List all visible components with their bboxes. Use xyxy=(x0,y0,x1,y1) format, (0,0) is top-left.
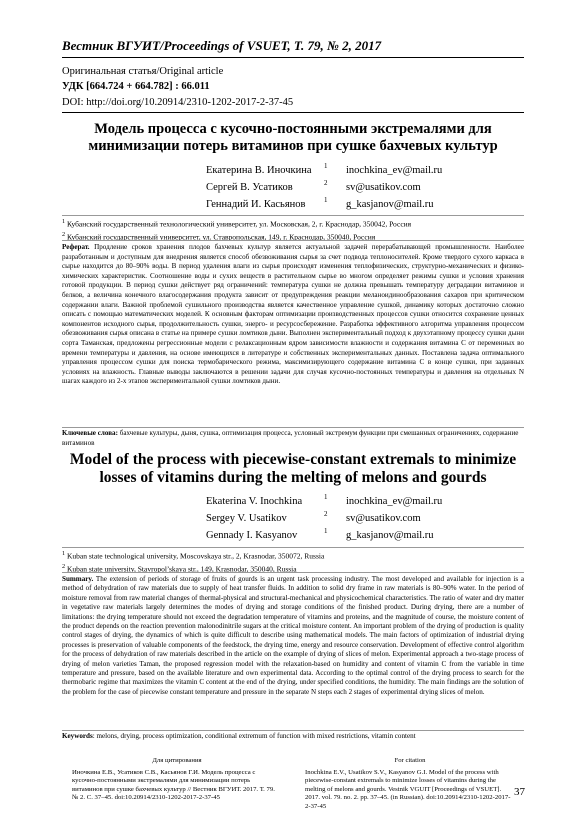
keywords-ru xyxy=(62,429,524,448)
author-name: Сергей В. Усатиков xyxy=(206,182,293,193)
affiliation-mark: 1 xyxy=(324,493,328,501)
affiliation-mark: 1 xyxy=(324,162,328,170)
author-name: Геннадий И. Касьянов xyxy=(206,199,306,210)
abstract-label: Summary. xyxy=(62,575,94,583)
affiliation-mark: 2 xyxy=(324,179,328,187)
abstract-label: Реферат. xyxy=(62,243,90,251)
divider xyxy=(62,547,524,548)
keywords-en xyxy=(62,732,524,742)
author-row xyxy=(206,162,506,183)
author-row xyxy=(206,510,506,531)
divider xyxy=(62,240,524,241)
affiliation-mark: 1 xyxy=(324,196,328,204)
article-title-en: Model of the process with piecewise-constant extremals to minimize losses of vitamins during the melting of melons and gourds xyxy=(69,451,517,486)
affiliation-text: Кубанский государственный технологический университет, ул. Московская, 2, г. Краснодар, 350042, Россия xyxy=(67,219,412,229)
author-name: Gennady I. Kasyanov xyxy=(206,530,298,541)
affiliation-mark: 2 xyxy=(62,230,66,238)
journal-header: Вестник ВГУИТ/Proceedings of VSUET, Т. 79, № 2, 2017 xyxy=(62,38,382,53)
page-number: 37 xyxy=(514,786,525,798)
author-email[interactable]: inochkina_ev@mail.ru xyxy=(346,165,443,176)
author-email[interactable]: inochkina_ev@mail.ru xyxy=(346,496,443,507)
keywords-text: : melons, drying, process optimization, conditional extremum of function with mixed restrictions, vitamin content xyxy=(92,732,416,740)
citation-text: Inochkina E.V., Usatikov S.V., Kasyanov G.I. Model of the process with piecewise-constant extremals to minimize losses of vitamins during the melting of melons and gourds. Vestnik VGUIT [Proceedings of VSUET]. 2017. vol. 79. no. 2. pp. 37–45. (in Russian). doi:10.20914/2310-1202-2017-2-37-45 xyxy=(305,768,511,810)
author-row xyxy=(206,493,506,514)
divider xyxy=(62,215,524,216)
udc-code: УДК [664.724 + 664.782] : 66.011 xyxy=(62,81,210,92)
author-name: Sergey V. Usatikov xyxy=(206,513,287,524)
author-email[interactable]: g_kasjanov@mail.ru xyxy=(346,530,434,541)
abstract-ru xyxy=(62,243,524,387)
affiliation-line xyxy=(62,549,524,562)
keywords-label: Keywords xyxy=(62,732,93,740)
citation-en xyxy=(305,757,515,812)
author-row xyxy=(206,179,506,200)
author-name: Екатерина В. Иночкина xyxy=(206,165,312,176)
citation-ru xyxy=(72,757,282,803)
divider xyxy=(62,112,524,113)
abstract-en xyxy=(62,575,524,697)
affiliation-mark: 2 xyxy=(324,510,328,518)
abstract-text: Продление сроков хранения плодов бахчевых культур является актуальной задачей перерабатывающей промышленности. Наиболее разработанным и доступным для внедрения является способ обезвоживания сырья за счет подвода теплоносителей. Кроме твердого сухого каркаса в сырье находится до 80–90% воды. В период удаления влаги из сырья происходят изменения теплофизических, структурно-механических и физико-химических характеристик. Соотношение воды и сухих веществ в растительном сырье во многом определяет режимы сушки и условия хранения готовой продукции. В период сушки действует ряд ограничений: температура сушки не должна превышать температуру деградации витаминов и белков, а величина конечного влагосодержания продукта зависит от предупреждения реакции меланоидинообразования сахаров при критическом содержании влаги. Важной проблемой сушильного производства является качественное управление сушкой, динамику которых достаточно сложно описать с помощью математических моделей. К основным факторам оптимизации производственных процессов сушки относится сохранение ценных компонентов исходного сырья, продолжительность сушки, энерго- и ресурсосбережение. Разработка эффективного алгоритма управления процессом обезвоживания сырья описана в статье на примере сушки ломтиков дыни. Выполнен экспериментальный подход к двухэтапному процессу сушки дыни сорта Таманская, предложены регрессионные модели с релаксационным ядром зависимости влажности и содержания витамина С от переменных во времени температуры и давления, на основе имеющихся в литературе и собственных экспериментальных данных. Поставлена задача оптимального управления процессом сушки для поиска термобарического режима, максимизирующего содержание витамина С в конце сушки, при заданных условиях на влажность. Главные выводы заключаются в решении задачи для случая кусочно-постоянных температуры и давления на отдельных N шагах каждого из 2-х этапов экспериментальной сушки ломтиков дыни. xyxy=(62,243,524,386)
author-row xyxy=(206,527,506,548)
citation-heading: For citation xyxy=(394,757,426,764)
author-email[interactable]: g_kasjanov@mail.ru xyxy=(346,199,434,210)
affiliation-mark: 1 xyxy=(62,550,66,557)
author-email[interactable]: sv@usatikov.com xyxy=(346,182,421,193)
divider xyxy=(62,427,524,428)
citation-heading: Для цитирования xyxy=(152,757,202,764)
affiliation-text: Кубанский государственный университет, ул. Ставропольская, 149, г. Краснодар, 350040, Россия xyxy=(67,232,376,241)
article-title-ru: Модель процесса с кусочно-постоянными экстремалями для минимизации потерь витаминов при сушке бахчевых культур xyxy=(88,121,498,154)
affiliation-mark: 2 xyxy=(62,562,66,570)
affiliation-text: Kuban state technological university, Moscovskaya str., 2, Krasnodar, 350072, Russia xyxy=(67,551,325,561)
affiliation-ru xyxy=(62,217,524,242)
author-name: Ekaterina V. Inochkina xyxy=(206,496,303,507)
doi-link[interactable]: DOI: http://doi.org/10.20914/2310-1202-2017-2-37-45 xyxy=(62,97,294,108)
header-rule xyxy=(62,57,524,58)
abstract-text: The extension of periods of storage of fruits of gourds is an urgent task processing industry. The most developed and available for injection is a method of dehydration of raw materials due to supply of heat transfer fluids. In addition to solid dry frame in raw materials is 80–90% water. In the period of moisture removal from raw material changes of thermal-physical and structural-mechanical and physicochemical characteristics. The ratio of water and dry matter in vegetative raw materials largely determines the modes of drying and storage conditions of the finished product. During drying, there are a number of limitations: the drying temperature should not exceed the degradation temperature of vitamins and proteins, and the magnitude of course, the moisture content of the product depends on the reaction prevention malonodinitrile sugars at the critical moisture content. An important problem of the drying of production is quality control stages of drying, the dynamics of which is quite difficult to describe using mathematical models. The main factors of optimization of industrial drying processes is preservation of valuable components of the feedstock, the drying time, energy and resource conservation. Development of effective control algorithm for the process of dehydration of raw materials described in the article on the example of drying of slices of melon. Experimental approach a two-stage process of drying of melon varieties Taman, the proposed regression model with the relaxation-based on humidity and content of vitamin C from the variable in time temperature and pressure, based on the available literature and own experimental data. According to the optimal control of the drying process to search for the thermobaric regime that maximizes the vitamin C content at the end of the drying, under specified conditions, the humidity. The main findings are the solution of the problem for the case of piecewise constant temperature and pressure in the separate N steps each 2 stages of experimental drying slices of melon. xyxy=(62,575,524,696)
author-email[interactable]: sv@usatikov.com xyxy=(346,513,421,524)
affiliation-text: Kuban state university, Stavropol’skaya str., 149, Krasnodar, 350040, Russia xyxy=(67,564,297,573)
affiliation-mark: 1 xyxy=(62,218,66,225)
affiliation-en xyxy=(62,549,524,574)
keywords-label: Ключевые слова: xyxy=(62,429,118,437)
divider xyxy=(62,730,524,731)
affiliation-line xyxy=(62,217,524,230)
article-type: Оригинальная статья/Original article xyxy=(62,66,224,77)
affiliation-mark: 1 xyxy=(324,527,328,535)
keywords-text: бахчевые культуры, дыня, сушка, оптимизация процесса, условный экстремум функции при смешанных ограничениях, содержание витаминов xyxy=(62,429,519,447)
citation-text: Иночкина Е.В., Усатиков С.В., Касьянов Г.И. Модель процесса с кусочно-постоянными экстремалями для минимизации потерь витаминов при сушке бахчевых культур // Вестник ВГУИТ. 2017. Т. 79. № 2. С. 37–45. doi:10.20914/2310-1202-2017-2-37-45 xyxy=(72,768,275,802)
divider xyxy=(62,572,524,573)
